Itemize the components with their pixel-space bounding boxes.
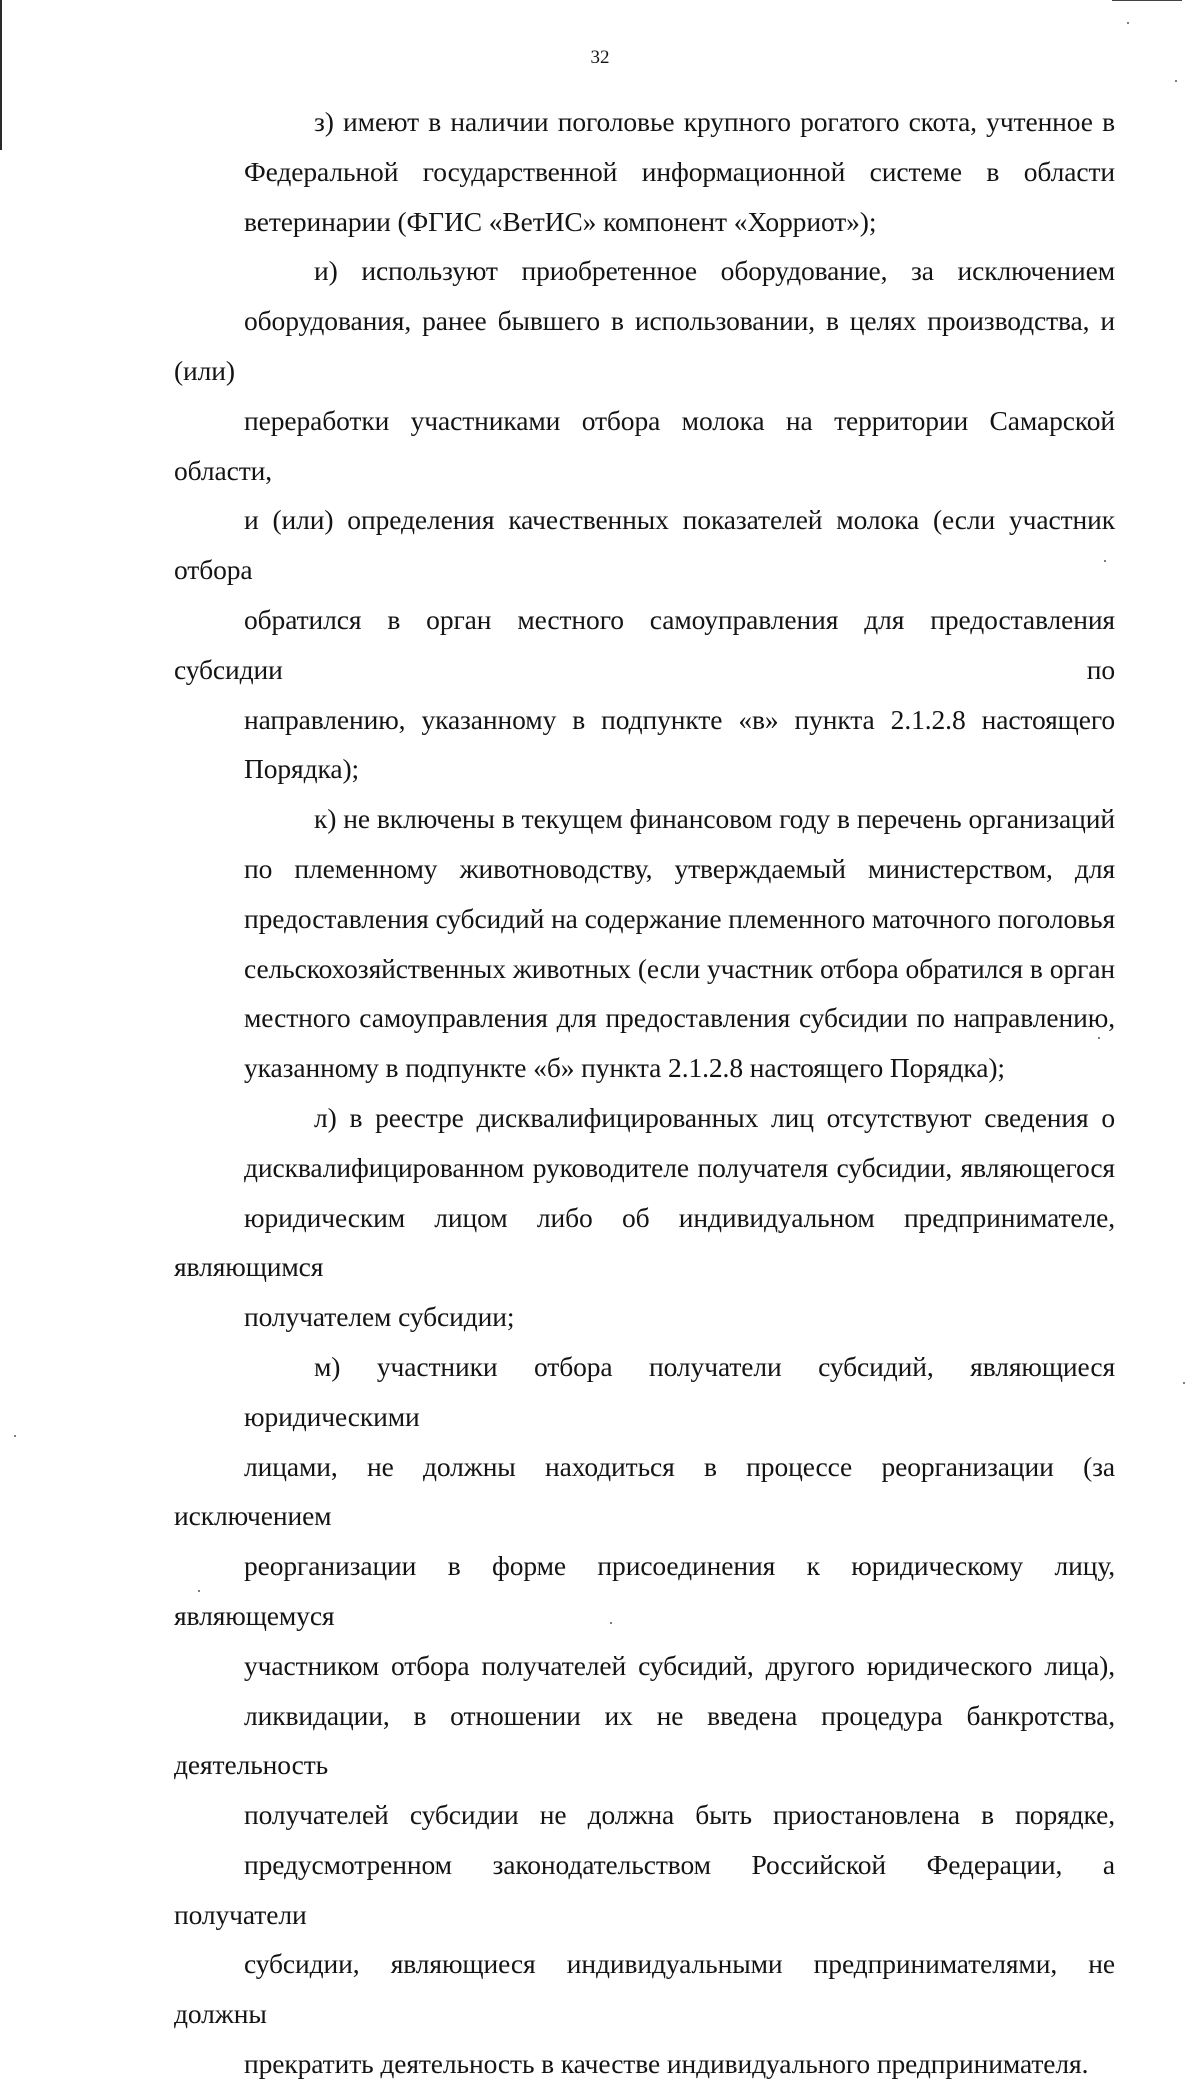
text-line: предусмотренном законодательством Российской Федерации, а получатели xyxy=(174,1848,1115,1930)
text-line: ликвидации, в отношении их не введена процедура банкротства, деятельность xyxy=(174,1699,1115,1781)
text-line: и (или) определения качественных показателей молока (если участник отбора xyxy=(174,504,1115,586)
text-line: переработки участниками отбора молока на территории Самарской области, xyxy=(174,404,1115,486)
text-line: получателем субсидии; xyxy=(244,1301,515,1333)
text-line: по племенному животноводству, утверждаемый министерством, для xyxy=(244,852,1115,884)
scan-speck xyxy=(14,1435,16,1437)
text-line: оборудования, ранее бывшего в использовании, в целях производства, и (или) xyxy=(174,305,1115,386)
text-line: получателей субсидии не должна быть приостановлена в порядке, xyxy=(244,1799,1115,1831)
paragraph-l xyxy=(174,1093,1115,1342)
scan-speck xyxy=(1183,1382,1185,1384)
text-line: Федеральной государственной информационной системе в области xyxy=(244,155,1115,187)
text-line: участником отбора получателей субсидий, другого юридического лица), xyxy=(244,1649,1115,1681)
text-line: указанному в подпункте «б» пункта 2.1.2.8 настоящего Порядка); xyxy=(244,1052,1005,1084)
text-line: сельскохозяйственных животных (если участник отбора обратился в орган xyxy=(244,952,1115,984)
paragraph-m xyxy=(174,1342,1115,2089)
text-line: дисквалифицированном руководителе получателя субсидии, являющегося xyxy=(244,1151,1115,1183)
scan-speck xyxy=(1175,80,1177,82)
scan-border-left xyxy=(0,0,2,150)
text-line: субсидии, являющиеся индивидуальными предпринимателями, не должны xyxy=(174,1948,1115,2030)
scan-border-top xyxy=(1112,0,1182,1)
text-line: предоставления субсидий на содержание племенного маточного поголовья xyxy=(244,902,1115,934)
page-number: 32 xyxy=(590,47,610,68)
text-line: прекратить деятельность в качестве индивидуального предпринимателя. xyxy=(244,2048,1089,2080)
paragraph-z xyxy=(174,97,1115,246)
text-line: реорганизации в форме присоединения к юридическому лицу, являющемуся xyxy=(174,1550,1115,1631)
scan-speck xyxy=(1127,22,1129,24)
paragraph-k xyxy=(174,794,1115,1093)
text-line: ветеринарии (ФГИС «ВетИС» компонент «Хорриот»); xyxy=(244,205,877,237)
text-line: лицами, не должны находиться в процессе реорганизации (за исключением xyxy=(174,1450,1115,1532)
text-line: м) участники отбора получатели субсидий, являющиеся юридическими xyxy=(244,1350,1115,1432)
text-line: обратился в орган местного самоуправления для предоставления субсидии по xyxy=(174,603,1115,685)
text-line: юридическим лицом либо об индивидуальном предпринимателе, являющимся xyxy=(174,1201,1115,1283)
text-line: з) имеют в наличии поголовье крупного рогатого скота, учтенное в xyxy=(314,106,1115,137)
text-line: и) используют приобретенное оборудование, за исключением xyxy=(314,255,1115,287)
text-line: к) не включены в текущем финансовом году в перечень организаций xyxy=(314,803,1115,835)
text-line: направлению, указанному в подпункте «в» пункта 2.1.2.8 настоящего xyxy=(244,703,1115,735)
text-line: Порядка); xyxy=(244,753,360,785)
text-line: л) в реестре дисквалифицированных лиц отсутствуют сведения о xyxy=(314,1101,1115,1133)
paragraph-i xyxy=(174,246,1115,794)
document-body xyxy=(174,97,1115,2089)
text-line: местного самоуправления для предоставления субсидии по направлению, xyxy=(244,1002,1115,1034)
